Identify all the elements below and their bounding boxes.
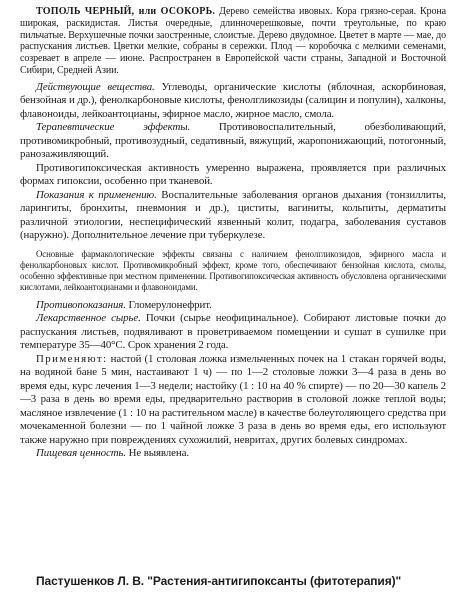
food-value-label: Пищевая ценность. — [36, 447, 126, 460]
antihypoxic-paragraph: Противогипоксическая активность умеренно выражена, проявляется при различных формах гипоксии, особенно при тканевой. — [20, 161, 446, 188]
plant-name: ТОПОЛЬ ЧЕРНЫЙ, или ОСОКОРЬ. — [36, 6, 216, 17]
therapeutic-effects-section — [20, 121, 446, 189]
therapeutic-effects-text: Противовоспалительный, обезболивающий, противомикробный, противозудный, седативный, вяжущий, жаропонижающий, потогонный, ранозаживляющий. — [20, 121, 446, 161]
active-substances-text: Углеводы, органические кислоты (яблочная, аскорбиновая, бензойная и др.), фенолкарбоновые кислоты, фенолгликозиды (салицин и популин), халконы, флавоноиды, лейкоантоцианы, эфирное масло, жирное масло, смола. — [20, 80, 446, 120]
contraindications-section — [20, 299, 446, 313]
raw-material-text: Почки (сырье неофицинальное). Собирают листовые почки до распускания листьев, подвяливают в проветриваемом помещении и сушат в сушилке при температуре 35—40°С. Срок хранения 2 года. — [20, 312, 446, 352]
pharmacology-note-paragraph: Основные фармакологические эффекты связаны с наличием фенолгликозидов, эфирного масла и фенолкарбоновых кислот. Противомикробный эффект, кроме того, обеспечивают бензойная кислота, смолы, особенно эффективные при местном применении. Противогипоксическая активность обусловлена органическими кислотами, лейкоантоцианами и флавоноидами. — [20, 248, 446, 292]
raw-material-label: Лекарственное сырье. — [36, 312, 141, 325]
active-substances-paragraph — [20, 81, 446, 122]
indications-section — [20, 189, 446, 243]
active-substances-section — [20, 81, 446, 122]
intro-text: Дерево семейства ивовых. Кора грязно-серая. Крона широкая, раскидистая. Листья очередные, длинночерешковые, почти треугольные, по краю пильчатые. Верхушечные почки заостренные, слоистые. Дерево двудомное. Цветет в марте — мае, до распускания листьев. Цветки мелкие, собраны в сережки. Плод — коробочка с мелкими семенами, созревает в апреле — июне. Распространен в Европейской части страны, Западной и Восточной Сибири, Средней Азии. — [20, 6, 446, 76]
intro-section — [20, 6, 446, 77]
therapeutic-effects-label: Терапевтические эффекты. — [36, 121, 191, 134]
active-substances-label: Действующие вещества. — [36, 80, 155, 93]
indications-text: Воспалительные заболевания органов дыхания (тонзиллиты, ларингиты, бронхиты, пневмония и др.), циститы, вагиниты, кольпиты, дерматиты различной этиологии, неспецифический язвенный колит, подагра, заболевания суставов (наружно). Дополнительное лечение при туберкулезе. — [20, 188, 447, 242]
pharmacology-note — [20, 249, 446, 293]
contraindications-paragraph — [20, 299, 446, 313]
contraindications-text: Гломерулонефрит. — [125, 298, 212, 311]
raw-material-section — [20, 312, 446, 353]
food-value-section — [20, 447, 446, 461]
raw-material-paragraph — [20, 312, 446, 353]
usage-label: Применяют: — [36, 352, 108, 365]
indications-paragraph — [20, 189, 446, 243]
therapeutic-effects-paragraph — [20, 121, 446, 162]
usage-paragraph — [20, 353, 446, 448]
food-value-text: Не выявлена. — [126, 447, 189, 460]
source-citation: Пастушенков Л. В. "Растения-антигипоксанты (фитотерапия)" — [36, 574, 402, 588]
indications-label: Показания к применению. — [36, 188, 157, 201]
food-value-paragraph — [20, 447, 446, 461]
contraindications-label: Противопоказания. — [36, 298, 126, 311]
usage-text: настой (1 столовая ложка измельченных почек на 1 стакан горячей воды, на водяной бане 5 мин, настаивают 1 ч) — по 1—2 столовые ложки 3—4 раза в день во время еды, курс лечения 1—3 недели; настойку (1 : 10 на 40 % спирте) — по 20—30 капель 2—3 раза в день во время еды, предварительно растворив в столовой ложке теплой воды; масляное извлечение (1 : 10 на растительном масле) в качестве болеутоляющего средства при мочекаменной болезни — по 1 чайной ложке 3 раза в день во время еды, его используют также наружно при повреждениях сухожилий, невритах, других болевых синдромах. — [20, 352, 446, 446]
intro-paragraph — [20, 6, 446, 77]
usage-section — [20, 353, 446, 448]
